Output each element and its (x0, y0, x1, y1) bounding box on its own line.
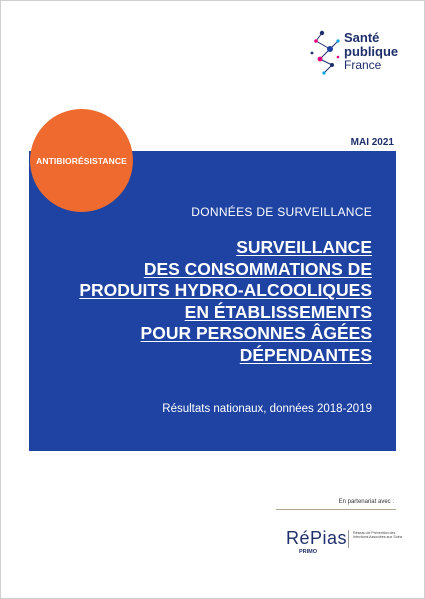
partnership-label: En partenariat avec : (338, 499, 394, 505)
document-type: DONNÉES DE SURVEILLANCE (191, 205, 372, 219)
repias-logo (286, 528, 401, 560)
title-line: PRODUITS HYDRO-ALCOOLIQUES (79, 280, 372, 300)
title-line: DÉPENDANTES (239, 344, 372, 365)
repias-wordmark: RéPias (286, 528, 348, 548)
repias-tagline: Réseau de Prévention des Infections Associées aux Soins (353, 531, 403, 540)
network-dots-icon (308, 27, 342, 79)
theme-badge (30, 109, 133, 212)
document-subtitle: Résultats nationaux, données 2018-2019 (162, 403, 372, 415)
title-line: POUR PERSONNES ÂGÉES (140, 323, 372, 343)
repias-separator (348, 530, 349, 548)
theme-label: ANTIBIORÉSISTANCE (36, 155, 127, 166)
repias-program: PRIMO (299, 549, 318, 555)
logo-wordmark-line3: France (344, 58, 382, 72)
title-line: SURVEILLANCE (236, 237, 372, 257)
publication-date: MAI 2021 (350, 137, 394, 148)
title-line: DES CONSOMMATIONS DE (143, 258, 372, 279)
document-title (72, 237, 372, 366)
partnership-divider (276, 509, 396, 510)
logo-wordmark-line2: publique (344, 44, 399, 59)
sante-publique-france-logo (308, 27, 408, 81)
title-line: EN ÉTABLISSEMENTS (184, 301, 372, 322)
logo-wordmark-line1: Santé (344, 30, 380, 45)
